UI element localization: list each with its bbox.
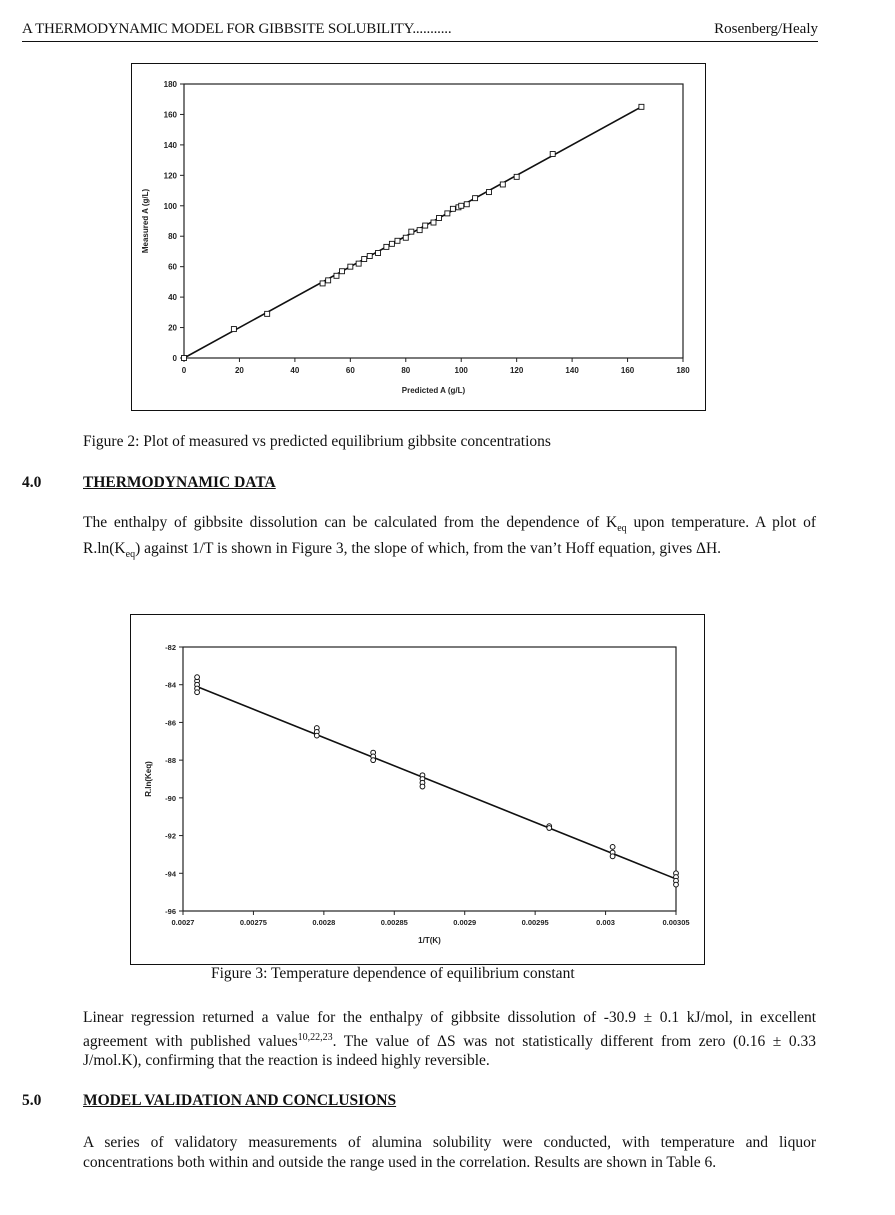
data-point: [445, 211, 450, 216]
data-point: [195, 690, 200, 695]
figure-2-chart: [131, 63, 706, 411]
section-4-number: 4.0: [22, 474, 42, 491]
y-tick-label: -96: [165, 907, 176, 916]
data-point: [384, 244, 389, 249]
data-point: [486, 190, 491, 195]
data-point: [674, 882, 679, 887]
data-point: [367, 254, 372, 259]
x-tick-label: 120: [509, 366, 524, 375]
section-4-text-c: ) against 1/T is shown in Figure 3, the slope of which, from the van’t Hoff equation, gives ΔH.: [135, 539, 722, 557]
y-tick-label: -94: [165, 869, 176, 879]
y-tick-label: 80: [168, 232, 177, 242]
x-tick-label: 0.0028: [312, 918, 336, 927]
y-axis-label: Measured A (g/L): [141, 188, 150, 254]
y-tick-label: 180: [163, 80, 177, 89]
data-point: [514, 174, 519, 179]
x-tick-label: 0.0027: [171, 918, 195, 927]
y-tick-label: 160: [163, 110, 177, 120]
y-tick-label: -92: [165, 831, 176, 841]
x-tick-label: 0.003: [596, 918, 615, 927]
x-tick-label: 0.0029: [453, 918, 477, 927]
data-point: [409, 229, 414, 234]
data-point: [314, 733, 319, 738]
data-point: [376, 250, 381, 255]
axes-group: [141, 80, 690, 395]
data-point: [395, 238, 400, 243]
figure-2-svg: [132, 64, 705, 410]
data-point: [423, 223, 428, 228]
data-point: [389, 241, 394, 246]
section-4-text-b: upon temperature. A plot of R.ln(K: [83, 514, 816, 557]
y-tick-label: -84: [165, 680, 176, 690]
y-tick-label: -82: [165, 643, 176, 652]
x-tick-label: 160: [620, 366, 635, 375]
data-point: [473, 196, 478, 201]
data-point: [340, 269, 345, 274]
y-tick-label: 120: [163, 171, 177, 181]
regression-line: [197, 687, 676, 879]
y-tick-label: 140: [163, 140, 177, 150]
section-5-title: MODEL VALIDATION AND CONCLUSIONS: [83, 1092, 397, 1109]
running-header-title: A THERMODYNAMIC MODEL FOR GIBBSITE SOLUBILITY...........: [22, 21, 452, 37]
figure-3-chart: [130, 614, 705, 965]
y-tick-label: -86: [165, 718, 176, 728]
section-4-sub: eq: [617, 523, 627, 535]
figure-3-caption: Figure 3: Temperature dependence of equilibrium constant: [211, 965, 575, 982]
x-axis-label: Predicted A (g/L): [401, 386, 466, 395]
data-point: [403, 235, 408, 240]
data-point: [371, 758, 376, 763]
data-point: [450, 206, 455, 211]
section-4-text-a: The enthalpy of gibbsite dissolution can be calculated from the dependence of K: [83, 514, 618, 531]
x-tick-label: 20: [234, 366, 244, 375]
regression-paragraph: [83, 1008, 816, 1071]
y-tick-label: 20: [168, 323, 177, 333]
x-tick-label: 40: [290, 366, 300, 375]
regression-text-b: . The value of ΔS was not statistically different from zero (0.16 ± 0.33 J/mol.K), confirming that the reaction is indeed highly reversible.: [83, 1032, 816, 1070]
y-axis-label: R.ln(Keq): [144, 761, 153, 797]
x-tick-label: 0.00305: [662, 918, 690, 927]
y-tick-label: 100: [163, 201, 177, 211]
data-point: [550, 152, 555, 157]
axes-group: [144, 643, 690, 945]
y-tick-label: 0: [172, 354, 177, 363]
data-point: [348, 264, 353, 269]
data-point: [182, 356, 187, 361]
regression-text-a: Linear regression returned a value for the enthalpy of gibbsite dissolution of -30.9 ± 0.1 kJ/mol, in excellent agreement with published values: [83, 1009, 816, 1050]
section-5-paragraph: [83, 1133, 816, 1172]
data-point: [417, 228, 422, 233]
x-tick-label: 0: [181, 366, 187, 375]
figure-3-svg: [131, 615, 704, 964]
running-header: [22, 21, 818, 42]
section-4-title: THERMODYNAMIC DATA: [83, 474, 276, 491]
data-point: [610, 844, 615, 849]
data-point: [459, 203, 464, 208]
x-tick-label: 100: [454, 366, 468, 375]
figure-2-caption: Figure 2: Plot of measured vs predicted equilibrium gibbsite concentrations: [83, 433, 551, 450]
x-axis-label: 1/T(K): [418, 936, 441, 945]
section-4-paragraph: [83, 513, 816, 564]
data-point: [500, 182, 505, 187]
data-point: [362, 257, 367, 262]
data-point: [639, 104, 644, 109]
data-point: [464, 202, 469, 207]
running-header-authors: Rosenberg/Healy: [714, 21, 818, 37]
section-5-text: A series of validatory measurements of alumina solubility were conducted, with temperature and liquor concentrations both within and outside the range used in the correlation. Results are shown in Table 6.: [83, 1134, 816, 1171]
x-tick-label: 0.00295: [521, 918, 549, 927]
section-5-number: 5.0: [22, 1092, 42, 1109]
x-tick-label: 0.00285: [380, 918, 408, 927]
section-4-sub2: eq: [125, 548, 136, 560]
data-point: [265, 311, 270, 316]
x-tick-label: 140: [565, 366, 579, 375]
citation-superscript: 10,22,23: [297, 1031, 333, 1043]
data-point: [195, 675, 200, 680]
x-tick-label: 80: [401, 366, 411, 375]
data-point: [431, 220, 436, 225]
data-point: [420, 784, 425, 789]
data-point: [334, 273, 339, 278]
data-point: [437, 215, 442, 220]
data-point: [320, 281, 325, 286]
data-point: [547, 826, 552, 831]
y-tick-label: -90: [165, 793, 176, 803]
x-tick-label: 0.00275: [239, 918, 267, 927]
y-tick-label: -88: [165, 756, 176, 766]
data-point: [610, 854, 615, 859]
y-tick-label: 40: [168, 293, 177, 303]
plot-area-frame: [183, 647, 676, 911]
x-tick-label: 180: [676, 366, 690, 375]
data-point: [231, 327, 236, 332]
data-point: [326, 278, 331, 283]
x-tick-label: 60: [345, 366, 355, 375]
y-tick-label: 60: [168, 262, 177, 272]
data-point: [356, 261, 361, 266]
